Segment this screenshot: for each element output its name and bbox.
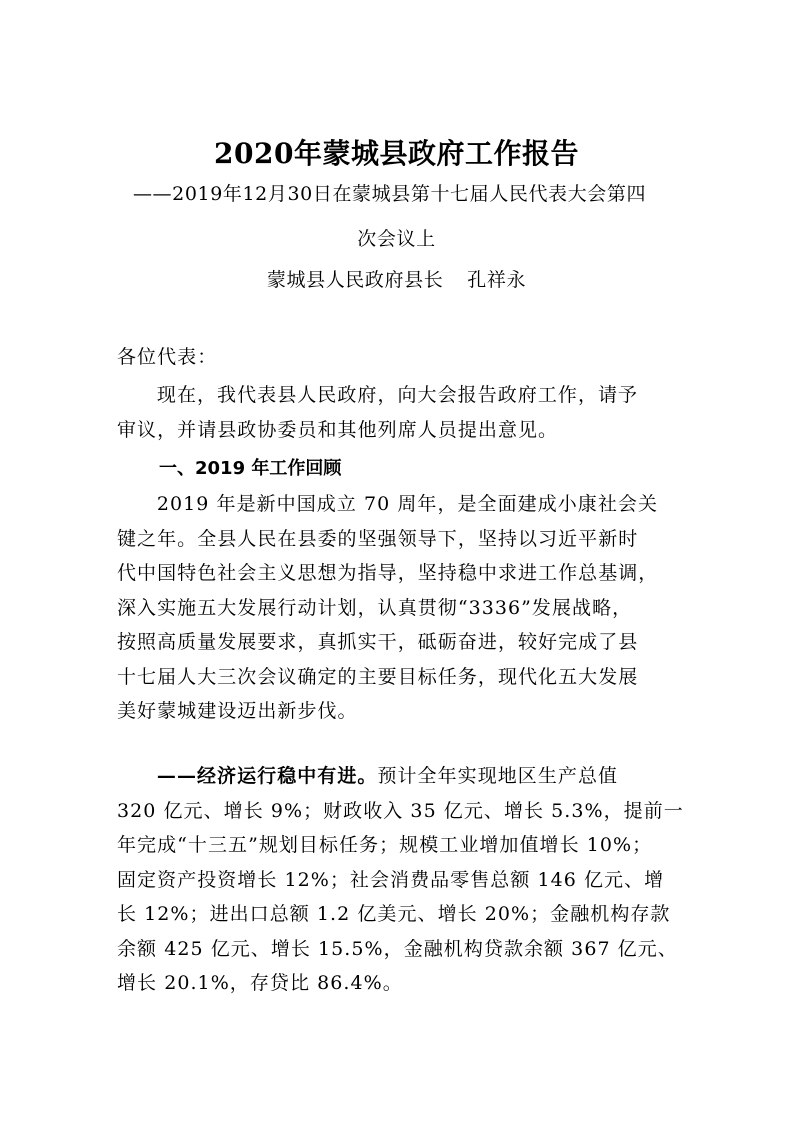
paragraph-line: 深入实施五大发展行动计划，认真贯彻“3336”发展战略， [117, 596, 633, 619]
paragraph-line: 现在，我代表县人民政府，向大会报告政府工作，请予 [156, 384, 639, 406]
paragraph-line: 十七届人大三次会议确定的主要目标任务，现代化五大发展 [117, 665, 639, 688]
paragraph-line: 长 12%；进出口总额 1.2 亿美元、增长 20%；金融机构存款 [117, 903, 671, 925]
paragraph-line: 键之年。全县人民在县委的坚强领导下，坚持以习近平新时 [117, 527, 639, 550]
document-title: 2020年蒙城县政府工作报告 [214, 137, 579, 170]
paragraph-line: 增长 20.1%，存贷比 86.4%。 [117, 972, 403, 994]
subtitle-line-2: 次会议上 [357, 228, 436, 250]
paragraph-economy [117, 759, 684, 1001]
subtitle-line-1: ——2019年12月30日在蒙城县第十七届人民代表大会第四 [132, 183, 647, 205]
paragraph-intro [117, 378, 679, 447]
paragraph-first-line [117, 759, 679, 794]
paragraph-line: 年完成“十三五”规划目标任务；规模工业增加值增长 10%； [117, 834, 653, 856]
author-name: 孔祥永 [467, 269, 527, 291]
paragraph-line: 美好蒙城建设迈出新步伐。 [117, 700, 358, 722]
paragraph-line: 审议，并请县政协委员和其他列席人员提出意见。 [117, 418, 559, 441]
salutation: 各位代表： [117, 346, 218, 368]
author-title: 蒙城县人民政府县长 [266, 269, 444, 291]
paragraph-line: 320 亿元、增长 9%；财政收入 35 亿元、增长 5.3%，提前一 [117, 799, 684, 822]
paragraph-line: 2019 年是新中国成立 70 周年，是全面建成小康社会关 [156, 493, 658, 515]
paragraph-line: 余额 425 亿元、增长 15.5%，金融机构贷款余额 367 亿元、 [117, 937, 678, 960]
paragraph-line: 按照高质量发展要求，真抓实干，砥砺奋进，较好完成了县 [117, 631, 639, 653]
paragraph-line: 代中国特色社会主义思想为指导，坚持稳中求进工作总基调， [117, 562, 659, 584]
paragraph-lead: ——经济运行稳中有进。 [156, 765, 378, 787]
paragraph-review [117, 487, 679, 729]
paragraph-line: 固定资产投资增长 12%；社会消费品零售总额 146 亿元、增 [117, 868, 665, 891]
author-line [0, 266, 793, 294]
section-heading: 一、2019 年工作回顾 [159, 458, 342, 479]
paragraph-first-line-rest: 预计全年实现地区生产总值 [377, 765, 619, 787]
